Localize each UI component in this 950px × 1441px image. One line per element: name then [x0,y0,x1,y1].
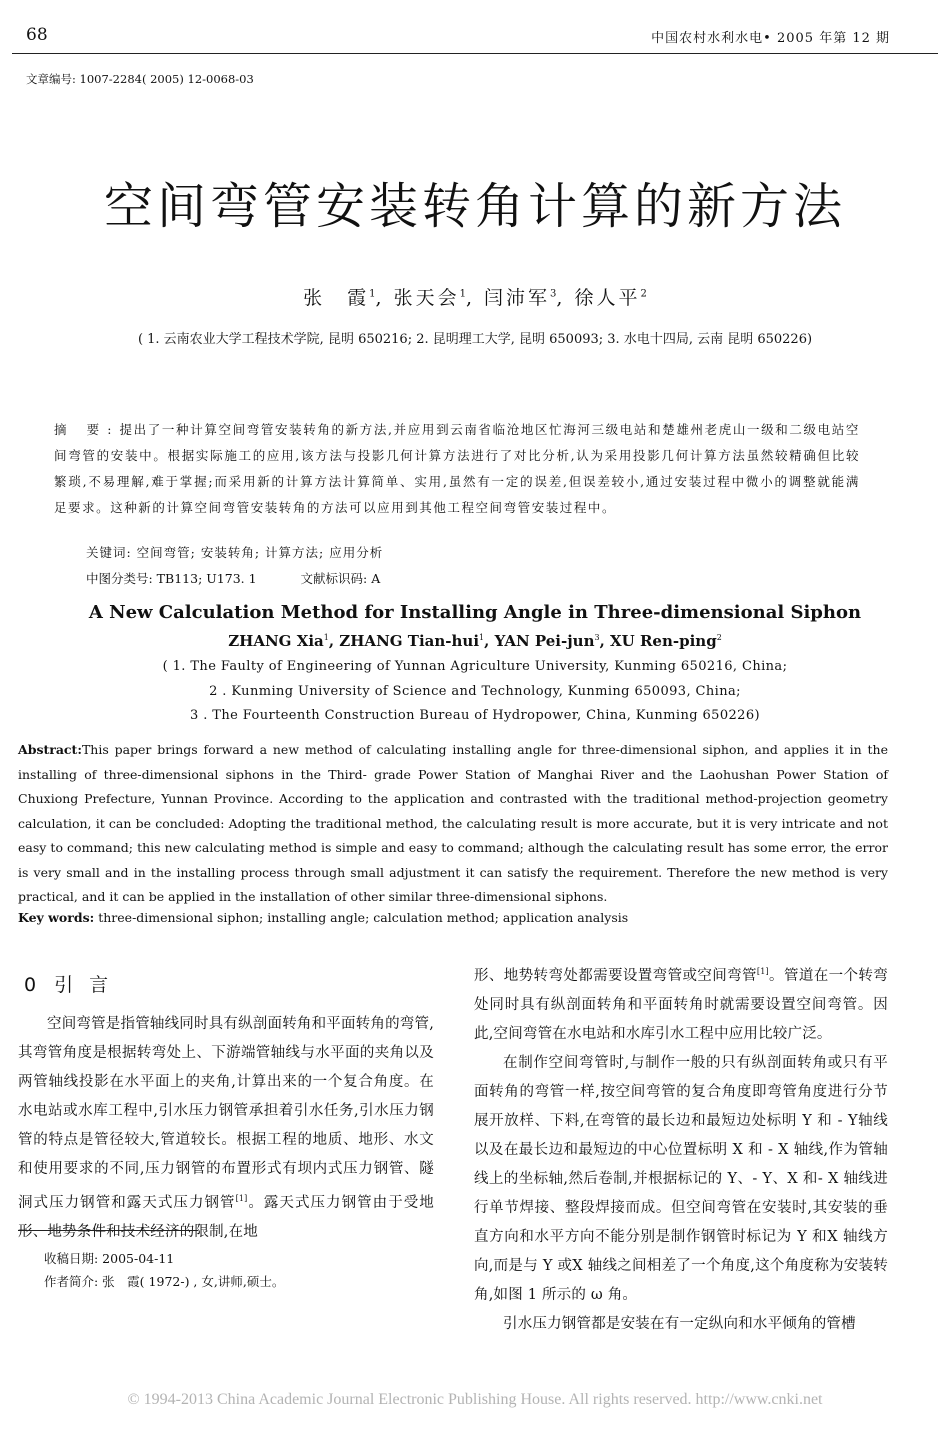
body-paragraph [474,957,888,1049]
footnote-author: 作者简介: 张 霞( 1972-) , 女,讲师,硕士。 [44,1274,285,1289]
author-affil-mark: 1 [369,288,376,300]
section-title: 引言 [54,974,125,996]
footnote-received: 收稿日期: 2005-04-11 [44,1251,175,1266]
abstract-text: 提出了一种计算空间弯管安装转角的新方法,并应用到云南省临沧地区忙海河三级电站和楚雄州老虎山一级和二级电站空间弯管的安装中。根据实际施工的应用,该方法与投影几何计算方法进行了对比分析,认为采用投影几何计算方法虽然较精确但比较繁琐,不易理解,难于掌握;而采用新的计算方法计算简单、实用,虽然有一定的误差,但误差较小,通过安装过程中微小的调整就能满足要求。这种新的计算空间弯管安装转角的方法可以应用到其他工程空间弯管安装过程中。 [54,422,860,515]
english-affiliation: 3 . The Fourteenth Construction Bureau of Hydropower, China, Kunming 650226) [190,708,760,723]
article-number: 文章编号: 1007-2284( 2005) 12-0068-03 [26,72,254,86]
author-name: , 徐人平 [556,287,641,309]
keywords-english-text: three-dimensional siphon; installing angle; calculation method; application analysis [98,910,629,925]
keywords-chinese: 关键词: 空间弯管; 安装转角; 计算方法; 应用分析 [86,545,384,560]
classification-code: 中图分类号: TB113; U173. 1 [86,571,257,586]
english-affil-mark: 2 [716,633,722,642]
english-title: A New Calculation Method for Installing Angle in Three-dimensional Siphon [88,602,862,623]
body-text: 空间弯管是指管轴线同时具有纵剖面转角和平面转角的弯管,其弯管角度是根据转弯处上、下游端管轴线与水平面的夹角以及两管轴线投影在水平面上的夹角,计算出来的一个复合角度。在水电站或水库工程中,引水压力钢管承担着引水任务,引水压力钢管的特点是管径较大,管道较长。根据工程的地质、地形、水文和使用要求的不同,压力钢管的布置形式有坝内式压力钢管、隧洞式压力钢管和露天式压力钢管 [18,1016,435,1211]
citation-ref[interactable]: [1] [756,967,769,976]
body-text: 。露天式压力钢管由于受地形、地势条件和技术经济的限制,在地 [18,1194,434,1240]
affiliations: ( 1. 云南农业大学工程技术学院, 昆明 650216; 2. 昆明理工大学, 昆明 650093; 3. 水电十四局, 云南 昆明 650226) [137,332,813,347]
abstract-english-label: Abstract: [18,742,82,757]
english-affiliation: ( 1. The Faulty of Engineering of Yunnan Agriculture University, Kunming 650216, China; [162,659,788,674]
body-text: 。管道在一个转弯处同时具有纵剖面转角和平面转角时就需要设置空间弯管。因此,空间弯管在水电站和水库引水工程中应用比较广泛。 [474,967,888,1042]
body-column-left [18,1010,434,1247]
english-author-name: , ZHANG Tian-hui [328,632,480,650]
classification-line [86,569,380,587]
body-column-right [474,957,888,1339]
english-affil-mark: 1 [323,633,329,642]
abstract-chinese [54,417,860,521]
section-number: 0 [24,974,37,996]
body-text: 形、地势转弯处都需要设置弯管或空间弯管 [474,967,757,984]
copyright-watermark: © 1994-2013 China Academic Journal Electronic Publishing House. All rights reserved. http://www.cnki.net [127,1391,823,1408]
paper-title: 空间弯管安装转角计算的新方法 [103,178,846,235]
body-paragraph [18,1010,434,1247]
page-number: 68 [26,25,48,45]
english-author-list [0,632,950,650]
abstract-english [18,738,888,910]
keywords-english-label: Key words: [18,910,95,925]
body-paragraph: 在制作空间弯管时,与制作一般的只有纵剖面转角或只有平面转角的弯管一样,按空间弯管的复合角度即弯管角度进行分节展开放样、下料,在弯管的最长边和最短边处标明 Y 和 - Y轴线以及在最长边和最短边的中心位置标明 X 和 - X 轴线,作为管轴线上的坐标轴,然后卷制,并根据标记的 Y、- Y、X 和- X 轴线进行单节焊接、整段焊接而成。但空间弯管在安装时,其安装的垂直方向和水平方向不能分别是制作钢管时标记为 Y 和X 轴线方向,而是与 Y 或X 轴线之间相差了一个角度,这个角度称为安装转角,如图 1 所示的 ω 角。 [474,1054,888,1303]
author-affil-mark: 3 [550,288,557,300]
english-author-name: ZHANG Xia [228,632,324,650]
author-affil-mark: 1 [459,288,466,300]
english-affiliation: 2 . Kunming University of Science and Technology, Kunming 650093, China; [209,684,741,699]
english-author-name: , YAN Pei-jun [484,632,595,650]
citation-ref[interactable]: [1] [235,1194,248,1203]
author-name: , 张天会 [375,287,460,309]
keywords-english [18,910,628,925]
abstract-english-text: This paper brings forward a new method of calculating installing angle for three-dimensional siphon, and applies it in the installing of three-dimensional siphons in the Third- grade Power Station of Manghai River and the Laohushan Power Station of Chuxiong Prefecture, Yunnan Province. According to the application and contrasted with the traditional method-projection geometry calculation, it can be concluded: Adopting the traditional method, the calculating result is more accurate, but it is very intricate and not easy to command; this new calculating method is simple and easy to command; although the calculating result has some error, the error is very small and in the installing process through small adjustment it can satisfy the requirement. Therefore the new method is very practical, and it can be applied in the installation of other similar three-dimensional siphons. [18,742,888,904]
english-affil-mark: 1 [479,633,485,642]
body-paragraph: 引水压力钢管都是安装在有一定纵向和水平倾角的管槽 [503,1315,856,1332]
section-heading [24,970,124,997]
author-affil-mark: 2 [640,288,647,300]
english-affil-mark: 3 [594,633,600,642]
document-code: 文献标识码: A [300,571,381,586]
journal-name: 中国农村水利水电• 2005 年第 12 期 [651,31,890,46]
header-rule [12,53,938,54]
english-author-name: , XU Ren-ping [599,632,717,650]
footnote-rule [18,1230,198,1231]
author-name: 张 霞 [303,287,370,309]
abstract-label: 摘 要: [54,422,120,437]
author-list [0,283,950,310]
author-name: , 闫沛军 [465,287,551,309]
